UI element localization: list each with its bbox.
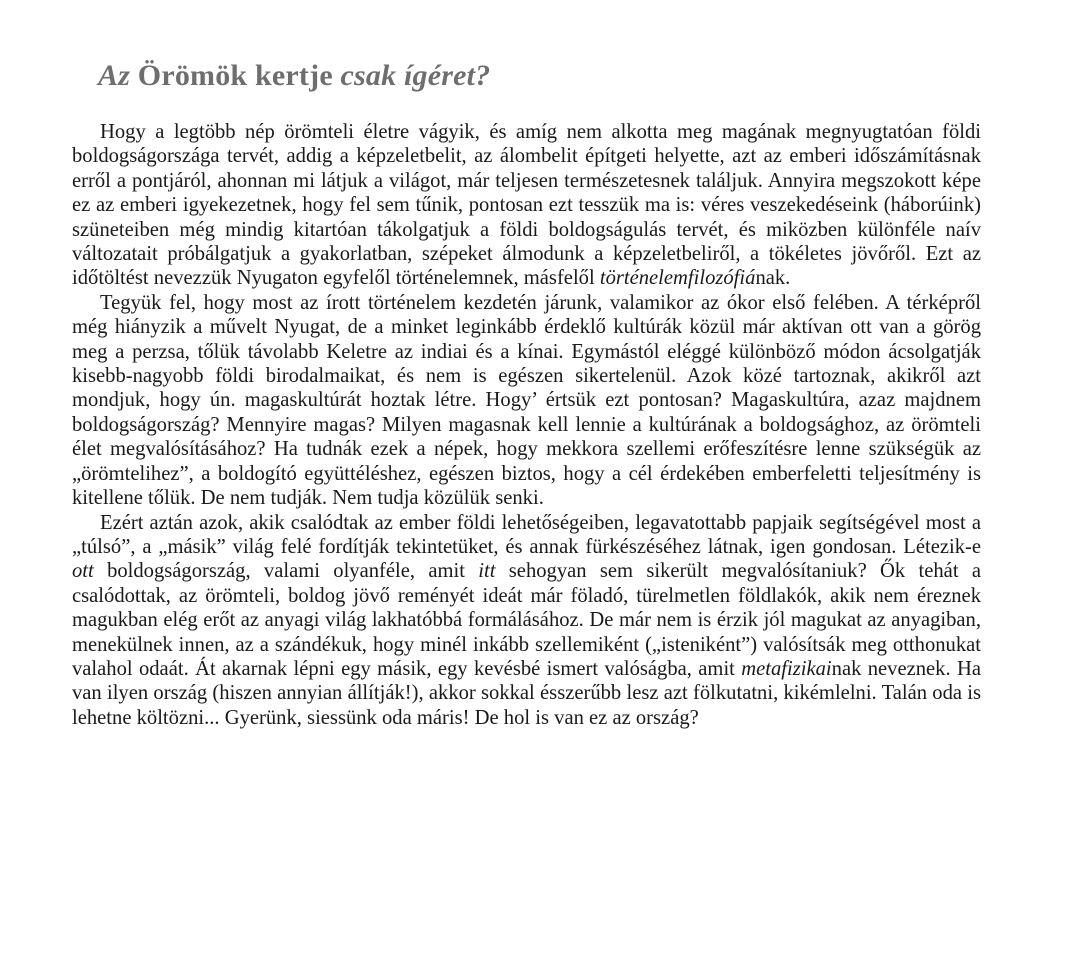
italic-word-itt: itt (478, 560, 496, 583)
italic-term-tortenelemfilozofia: történelemfilozófiá (599, 267, 756, 290)
title-part-1: Az (98, 59, 131, 92)
paragraph-1-text: Hogy a legtöbb nép örömteli életre vágyik, és amíg nem alkotta meg magának megnyugtatóan földi boldogságországa tervét, addig a képzeletbelit, az álombelit építgeti helyette, azt az emberi időszámításnak erről a pontjáról, ahonnan mi látjuk a világot, már teljesen természetesnek találjuk. Annyira megszokott képe ez az emberi igyekezetnek, hogy fel sem tűnik, pontosan ezt tesszük ma is: véres veszekedéseink (háborúink) szüneteiben még mindig kitartóan tákolgatjuk a földi boldogságulás tervét, és miközben különféle naív változatait próbálgatjuk a gyakorlatban, szépeket álmodunk a képzeletbeliről, a tökéletes jövőről. Ezt az időtöltést nevezzük Nyugaton egyfelől történelemnek, másfelől (72, 121, 981, 290)
paragraph-3-text-a: Ezért aztán azok, akik csalódtak az ember földi lehetőségeiben, legavatottabb papjaik segítségével most a „túlsó”, a „másik” világ felé fordítják tekintetüket, és annak fürkészéséhez látnak, igen gondosan. Létezik-e (72, 511, 981, 558)
body-text (72, 120, 981, 730)
paragraph-3-text-d: nak neveznek. Ha van ilyen ország (hiszen annyian állítják!), akkor sokkal ésszerűbb lesz azt fölkutatni, kikémlelni. Talán oda is lehetne költözni... Gyerünk, siessünk oda máris! De hol is van ez az ország? (72, 657, 981, 729)
paragraph-2-text: Tegyük fel, hogy most az írott történelem kezdetén járunk, valamikor az ókor első felében. A térképről még hiányzik a művelt Nyugat, de a minket leginkább érdeklő kultúrák közül már aktívan ott van a görög meg a perzsa, tőlük távolabb Keletre az indiai és a kínai. Egymástól eléggé különböző módon ácsolgatják kisebb-nagyobb földi birodalmaikat, és nem is egészen sikertelenül. Azok közé tartoznak, akikről azt mondjuk, hogy ún. magaskultúrát hoztak létre. Hogy’ értsük ezt pontosan? Magaskultúra, azaz majdnem boldogságország? Mennyire magas? Milyen magasnak kell lennie a kultúrának a boldogsághoz, az örömteli élet megvalósításához? Ha tudnák ezek a népek, hogy mekkora szellemi erőfeszítésre lenne szükségük az „örömtelihez”, a boldogító együttéléshez, egészen biztos, hogy a cél érdekében emberfeletti teljesítmény is kitellene tőlük. De nem tudják. Nem tudja közülük senki. (72, 291, 981, 510)
paragraph-1-end: nak. (755, 267, 791, 290)
paragraph-3-text-b: boldogságország, valami olyanféle, amit (93, 560, 479, 583)
italic-term-metafizikai: metafizikai (741, 657, 832, 680)
italic-word-ott: ott (72, 560, 94, 583)
paragraph-3 (72, 511, 981, 731)
chapter-title (72, 0, 981, 94)
paragraph-1 (72, 120, 981, 291)
paragraph-2 (72, 291, 981, 511)
title-part-3: csak ígéret? (340, 59, 491, 92)
title-part-2: Örömök kertje (130, 59, 341, 92)
paragraph-3-text-c: sehogyan sem sikerült megvalósítaniuk? Ők tehát a csalódottak, az örömteli, boldog jövő reményét ideát már föladó, türelmetlen földlakók, akik nem éreznek magukban elég erőt az anyagi világ lakhatóbbá formálásához. De már nem is érzik jól magukat az anyagiban, menekülnek innen, az a szándékuk, hogy minél inkább szellemiként („isteniként”) valósítsák meg otthonukat valahol odaát. Át akarnak lépni egy másik, egy kevésbé ismert valóságba, amit (72, 560, 982, 680)
